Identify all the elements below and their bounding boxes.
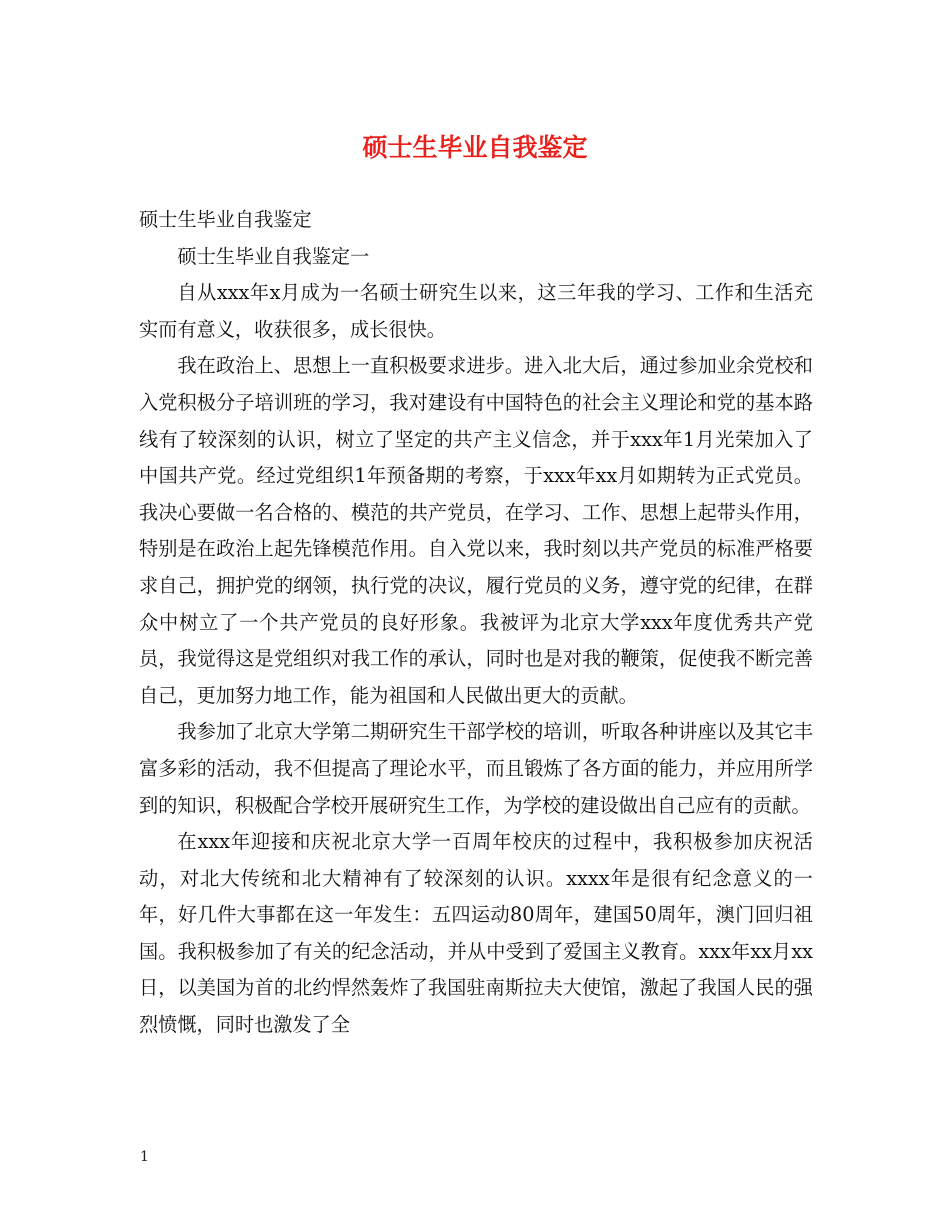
- document-title: 硕士生毕业自我鉴定: [362, 133, 588, 162]
- section-heading: 硕士生毕业自我鉴定: [139, 208, 312, 231]
- paragraph-2: 我在政治上、思想上一直积极要求进步。进入北大后，通过参加业余党校和入党积极分子培训班的学习，我对建设有中国特色的社会主义理论和党的基本路线有了较深刻的认识，树立了坚定的共产主义信念，并于xxx年1月光荣加入了中国共产党。经过党组织1年预备期的考察，于xxx年xx月如期转为正式党员。我决心要做一名合格的、模范的共产党员，在学习、工作、思想上起带头作用，特别是在政治上起先锋模范作用。自入党以来，我时刻以共产党员的标准严格要求自己，拥护党的纲领，执行党的决议，履行党员的义务，遵守党的纪律，在群众中树立了一个共产党员的良好形象。我被评为北京大学xxx年度优秀共产党员，我觉得这是党组织对我工作的承认，同时也是对我的鞭策，促使我不断完善自己，更加努力地工作，能为祖国和人民做出更大的贡献。: [139, 354, 813, 707]
- paragraph-4: 在xxx年迎接和庆祝北京大学一百周年校庆的过程中，我积极参加庆祝活动，对北大传统和北大精神有了较深刻的认识。xxxx年是很有纪念意义的一年，好几件大事都在这一年发生：五四运动80周年，建国50周年，澳门回归祖国。我积极参加了有关的纪念活动，并从中受到了爱国主义教育。xxx年xx月xx日，以美国为首的北约悍然轰炸了我国驻南斯拉夫大使馆，激起了我国人民的强烈愤慨，同时也激发了全: [139, 830, 813, 1037]
- page-number: 1: [140, 1149, 149, 1165]
- document-body: [139, 202, 813, 1044]
- paragraph-1: 自从xxx年x月成为一名硕士研究生以来，这三年我的学习、工作和生活充实而有意义，收获很多，成长很快。: [139, 281, 813, 341]
- section-subheading: 硕士生毕业自我鉴定一: [177, 244, 370, 268]
- paragraph-3: 我参加了北京大学第二期研究生干部学校的培训，听取各种讲座以及其它丰富多彩的活动，我不但提高了理论水平，而且锻炼了各方面的能力，并应用所学到的知识，积极配合学校开展研究生工作，为学校的建设做出自己应有的贡献。: [139, 720, 813, 817]
